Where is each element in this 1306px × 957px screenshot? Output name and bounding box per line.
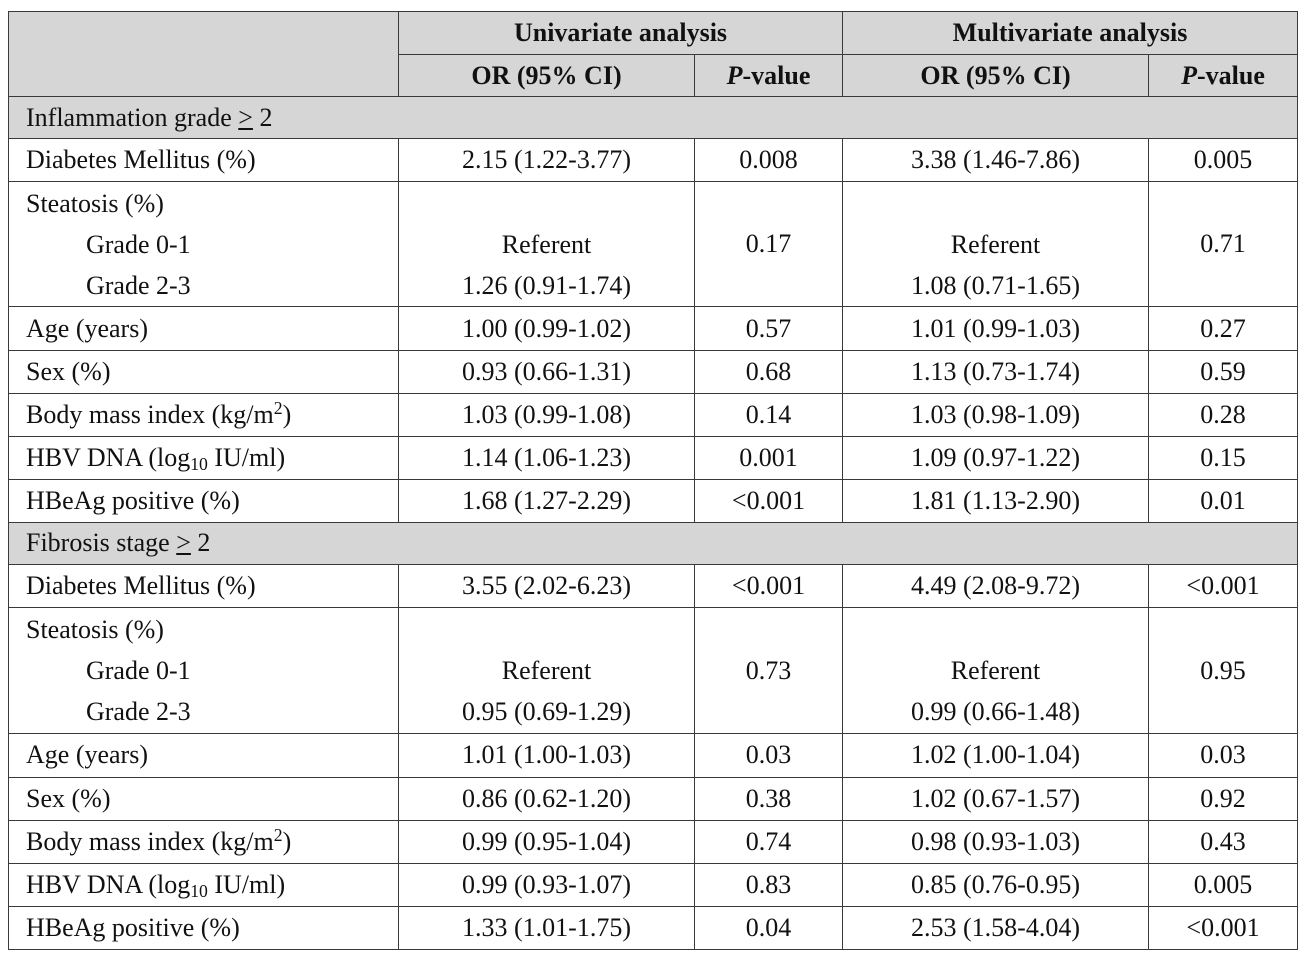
multi-p-cell: 0.01: [1149, 479, 1298, 522]
row-label-text: Body mass index (kg/m: [26, 399, 274, 429]
multi-p-cell: 0.71: [1149, 182, 1298, 307]
uni-or-cell: Referent: [501, 656, 592, 686]
multi-or-cell: 1.02 (1.00-1.04): [843, 734, 1149, 777]
row-label: Steatosis (%): [26, 188, 164, 218]
uni-p-cell: <0.001: [695, 565, 843, 608]
row-label-text: Body mass index (kg/m: [26, 826, 274, 856]
multi-or-stack: [843, 182, 1149, 307]
table-row: [9, 906, 1298, 949]
uni-p-cell: 0.04: [695, 906, 843, 949]
section-row-inflammation: [9, 97, 1298, 139]
table-row: [9, 777, 1298, 820]
uni-or-cell: 0.99 (0.95-1.04): [399, 820, 695, 863]
multi-p-cell: 0.03: [1149, 734, 1298, 777]
table-row: [9, 307, 1298, 350]
uni-or-cell: 1.33 (1.01-1.75): [399, 906, 695, 949]
uni-or-stack: [399, 182, 695, 307]
uni-p-cell: 0.83: [695, 863, 843, 906]
header-row-groups: [9, 12, 1298, 55]
multi-p-cell: 0.95: [1149, 608, 1298, 734]
multi-or-cell: 1.81 (1.13-2.90): [843, 479, 1149, 522]
uni-p-cell: 0.57: [695, 307, 843, 350]
uni-p-cell: 0.74: [695, 820, 843, 863]
header-empty-cell: [9, 12, 399, 97]
multi-p-cell: 0.28: [1149, 393, 1298, 436]
uni-or-cell: 0.93 (0.66-1.31): [399, 350, 695, 393]
multi-or-cell: 1.02 (0.67-1.57): [843, 777, 1149, 820]
header-uni-or: OR (95% CI): [399, 55, 695, 97]
p-rest: -value: [742, 60, 811, 90]
table-row: [9, 139, 1298, 182]
p-italic: P: [1181, 60, 1198, 90]
header-univariate: Univariate analysis: [399, 12, 843, 55]
sub-label: Grade 2-3: [86, 697, 191, 727]
section-title: [9, 522, 1298, 564]
spacer: [399, 183, 694, 224]
multi-or-cell: 0.98 (0.93-1.03): [843, 820, 1149, 863]
multi-or-cell: 0.85 (0.76-0.95): [843, 863, 1149, 906]
uni-p-cell: 0.17: [695, 182, 843, 307]
multi-p-cell: 0.59: [1149, 350, 1298, 393]
row-label: Sex (%): [9, 777, 399, 820]
spacer: [843, 183, 1148, 224]
multi-p-cell: <0.001: [1149, 565, 1298, 608]
multi-p-cell: 0.43: [1149, 820, 1298, 863]
sub-label: Grade 0-1: [86, 656, 191, 686]
table-row: [9, 863, 1298, 906]
row-label: [9, 393, 399, 436]
multi-or-stack: [843, 608, 1149, 734]
uni-or-cell: 1.00 (0.99-1.02): [399, 307, 695, 350]
multi-p-cell: 0.005: [1149, 863, 1298, 906]
header-multi-or: OR (95% CI): [843, 55, 1149, 97]
uni-or-cell: Referent: [501, 229, 592, 259]
row-label: HBeAg positive (%): [9, 479, 399, 522]
table-row: [9, 479, 1298, 522]
p-rest: -value: [1197, 60, 1265, 90]
row-label: Steatosis (%): [26, 615, 164, 645]
row-label: Age (years): [9, 307, 399, 350]
multi-or-cell: 3.38 (1.46-7.86): [843, 139, 1149, 182]
uni-p-cell: 0.73: [695, 608, 843, 734]
row-label-stack: [9, 608, 399, 734]
header-multivariate: Multivariate analysis: [843, 12, 1298, 55]
table-row: [9, 393, 1298, 436]
row-label: Age (years): [9, 734, 399, 777]
table-row: [9, 436, 1298, 479]
row-label-sub: 10: [190, 880, 208, 901]
row-label-text: IU/ml): [207, 869, 286, 899]
uni-or-cell: 1.01 (1.00-1.03): [399, 734, 695, 777]
multi-or-cell: 1.13 (0.73-1.74): [843, 350, 1149, 393]
multi-or-cell: 1.01 (0.99-1.03): [843, 307, 1149, 350]
multi-p-cell: 0.15: [1149, 436, 1298, 479]
section-title-prefix: Inflammation grade: [26, 102, 239, 132]
row-label-text: HBV DNA (log: [26, 869, 191, 899]
row-label: [9, 863, 399, 906]
header-multi-p: [1149, 55, 1298, 97]
section-title-suffix: 2: [190, 528, 211, 558]
section-title-suffix: 2: [252, 102, 273, 132]
row-label: [9, 436, 399, 479]
table-row: [9, 820, 1298, 863]
uni-or-cell: 3.55 (2.02-6.23): [399, 565, 695, 608]
sub-label: Grade 0-1: [86, 229, 191, 259]
table-row: [9, 350, 1298, 393]
uni-p-cell: 0.001: [695, 436, 843, 479]
uni-p-cell: <0.001: [695, 479, 843, 522]
multi-or-cell: 1.08 (0.71-1.65): [911, 270, 1080, 300]
uni-or-cell: 1.03 (0.99-1.08): [399, 393, 695, 436]
multi-p-cell: <0.001: [1149, 906, 1298, 949]
row-label-text: HBV DNA (log: [26, 442, 191, 472]
uni-or-cell: 2.15 (1.22-3.77): [399, 139, 695, 182]
row-label-text: ): [282, 826, 292, 856]
p-italic: P: [726, 60, 743, 90]
section-title-symbol: >: [238, 102, 253, 132]
row-label-sub: 10: [190, 453, 208, 474]
multi-or-cell: 2.53 (1.58-4.04): [843, 906, 1149, 949]
uni-or-cell: 0.95 (0.69-1.29): [462, 697, 631, 727]
row-label-text: IU/ml): [207, 442, 286, 472]
row-label-stack: [9, 182, 399, 307]
multi-p-cell: 0.005: [1149, 139, 1298, 182]
uni-or-stack: [399, 608, 695, 734]
multi-or-cell: 1.09 (0.97-1.22): [843, 436, 1149, 479]
row-label-sup: 2: [273, 397, 283, 418]
uni-p-cell: 0.68: [695, 350, 843, 393]
uni-or-cell: 1.68 (1.27-2.29): [399, 479, 695, 522]
multi-or-cell: 0.99 (0.66-1.48): [911, 697, 1080, 727]
spacer: [399, 609, 694, 650]
uni-or-cell: 1.26 (0.91-1.74): [462, 270, 631, 300]
row-label: [9, 820, 399, 863]
row-label: Sex (%): [9, 350, 399, 393]
multi-p-cell: 0.92: [1149, 777, 1298, 820]
row-label: HBeAg positive (%): [9, 906, 399, 949]
header-uni-p: [695, 55, 843, 97]
row-label: Diabetes Mellitus (%): [9, 139, 399, 182]
uni-p-cell: 0.008: [695, 139, 843, 182]
row-label: Diabetes Mellitus (%): [9, 565, 399, 608]
spacer: [843, 609, 1148, 650]
multi-or-cell: Referent: [950, 229, 1041, 259]
table-row: [9, 608, 1298, 734]
uni-p-cell: 0.03: [695, 734, 843, 777]
section-title-symbol: >: [176, 528, 191, 558]
sub-label: Grade 2-3: [86, 270, 191, 300]
multi-or-cell: 1.03 (0.98-1.09): [843, 393, 1149, 436]
multi-or-cell: 4.49 (2.08-9.72): [843, 565, 1149, 608]
section-title-prefix: Fibrosis stage: [26, 528, 177, 558]
uni-or-cell: 0.99 (0.93-1.07): [399, 863, 695, 906]
row-label-sup: 2: [273, 824, 283, 845]
uni-p-cell: 0.14: [695, 393, 843, 436]
regression-table: [8, 11, 1298, 950]
table-row: [9, 565, 1298, 608]
uni-or-cell: 1.14 (1.06-1.23): [399, 436, 695, 479]
multi-or-cell: Referent: [950, 656, 1041, 686]
uni-p-cell: 0.38: [695, 777, 843, 820]
multi-p-cell: 0.27: [1149, 307, 1298, 350]
table-row: [9, 734, 1298, 777]
uni-or-cell: 0.86 (0.62-1.20): [399, 777, 695, 820]
section-row-fibrosis: [9, 522, 1298, 564]
row-label-text: ): [282, 399, 292, 429]
section-title: [9, 97, 1298, 139]
table-row: [9, 182, 1298, 307]
